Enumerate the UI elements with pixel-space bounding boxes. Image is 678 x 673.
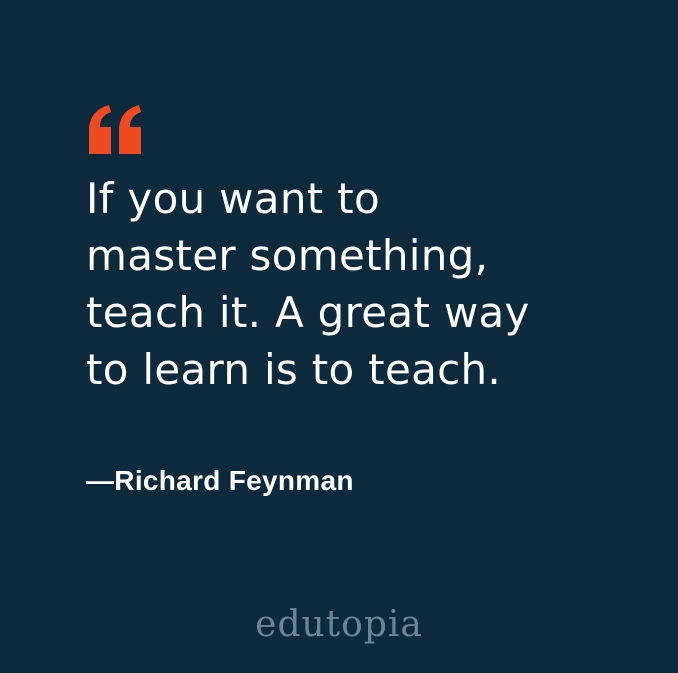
quote-text: [86, 170, 646, 398]
quote-line: If you want to: [86, 174, 380, 223]
quote-line: master something,: [86, 231, 489, 280]
edutopia-logo: edutopia: [255, 604, 423, 645]
quote-author: —Richard Feynman: [86, 465, 354, 496]
open-quote-icon: [86, 104, 144, 156]
quote-line: to learn is to teach.: [86, 345, 502, 394]
quote-line: teach it. A great way: [86, 288, 530, 337]
